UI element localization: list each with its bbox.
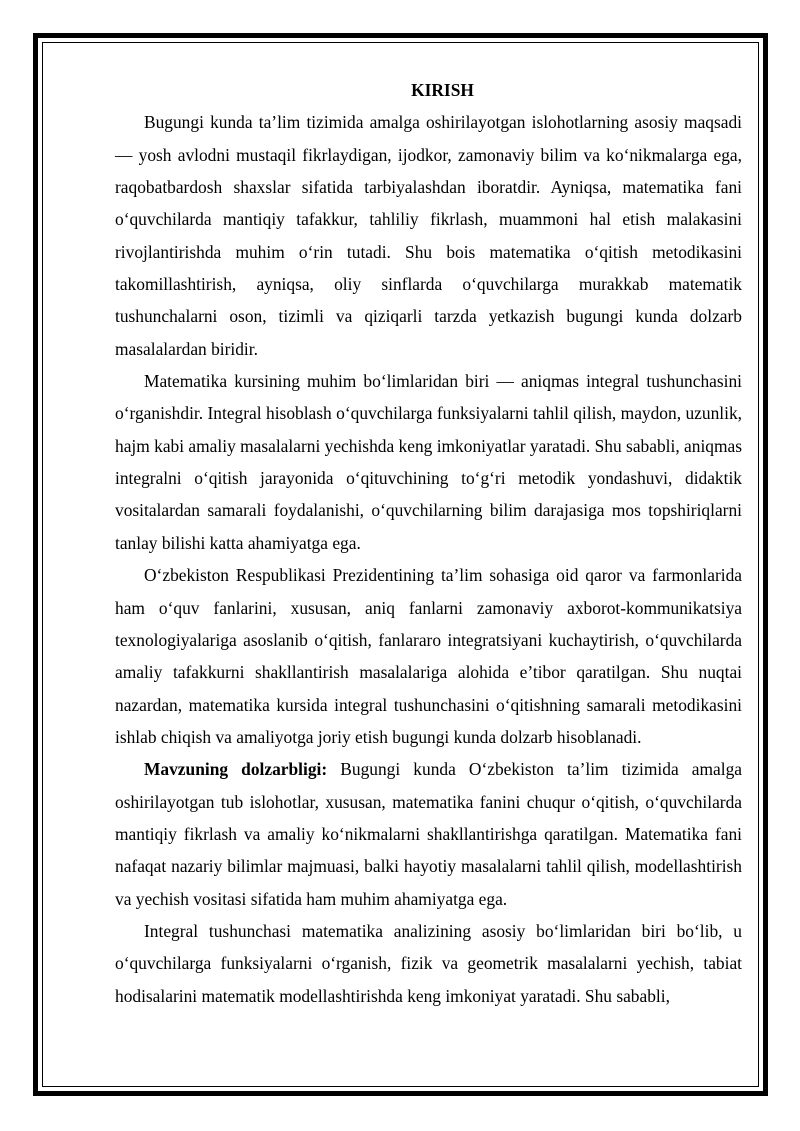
section-title: KIRISH (411, 80, 474, 100)
paragraph-integral-concept: Integral tushunchasi matematika analizining asosiy bo‘limlaridan biri bo‘lib, u o‘quvchilarga funksiyalarni o‘rganish, fizik va geometrik masalalarni yechish, tabiat hodisalarini matematik modellashtirishda keng imkoniyat yaratadi. Shu sababli, (115, 920, 742, 1006)
paragraph-intro: Bugungi kunda ta’lim tizimida amalga oshirilayotgan islohotlarning asosiy maqsadi — yosh avlodni mustaqil fikrlaydigan, ijodkor, zamonaviy bilim va ko‘nikmalarga ega, raqobatbardosh shaxslar sifatida tarbiyalashdan iboratdir. Ayniqsa, matematika fani o‘quvchilarda mantiqiy tafakkur, tahliliy fikrlash, muammoni hal etish malakasini rivojlantirishda muhim o‘rin tutadi. Shu bois matematika o‘qitish metodikasini takomillashtirish, ayniqsa, oliy sinflarda o‘quvchilarga murakkab matematik tushunchalarni oson, tizimli va qiziqarli tarzda yetkazish bugungi kunda dolzarb masalalardan biridir. (115, 112, 742, 359)
paragraph-integral: Matematika kursining muhim bo‘limlaridan biri — aniqmas integral tushunchasini o‘rganishdir. Integral hisoblash o‘quvchilarga funksiyalarni tahlil qilish, maydon, uzunlik, hajm kabi amaliy masalalarni yechishda keng imkoniyatlar yaratadi. Shu sababli, aniqmas integralni o‘qitish jarayonida o‘qituvchining to‘g‘ri metodik yondashuvi, didaktik vositalardan samarali foydalanishi, o‘quvchilarning bilim darajasiga mos topshiriqlarni tanlay bilishi katta ahamiyatga ega. (115, 371, 742, 553)
relevance-text: Bugungi kunda O‘zbekiston ta’lim tizimida amalga oshirilayotgan tub islohotlar, xususan, matematika fanini chuqur o‘qitish, o‘quvchilarda mantiqiy fikrlash va amaliy ko‘nikmalarni shakllantirishga qaratilgan. Matematika fani nafaqat nazariy bilimlar majmuasi, balki hayotiy masalalarni tahlil qilish, modellashtirish va yechish vositasi sifatida ham muhim ahamiyatga ega. (115, 759, 742, 909)
document-body (115, 74, 742, 1012)
paragraph-relevance (115, 753, 742, 915)
paragraph-decrees: O‘zbekiston Respublikasi Prezidentining ta’lim sohasiga oid qaror va farmonlarida ham o‘quv fanlarini, xususan, aniq fanlarni zamonaviy axborot-kommunikatsiya texnologiyalariga asoslanib o‘qitish, fanlararo integratsiyani kuchaytirish, o‘quvchilarda amaliy tafakkurni shakllantirish masalalariga alohida e’tibor qaratilgan. Shu nuqtai nazardan, matematika kursida integral tushunchasini o‘qitishning samarali metodikasini ishlab chiqish va amaliyotga joriy etish bugungi kunda dolzarb hisoblanadi. (115, 565, 742, 747)
relevance-heading: Mavzuning dolzarbligi: (144, 759, 328, 780)
